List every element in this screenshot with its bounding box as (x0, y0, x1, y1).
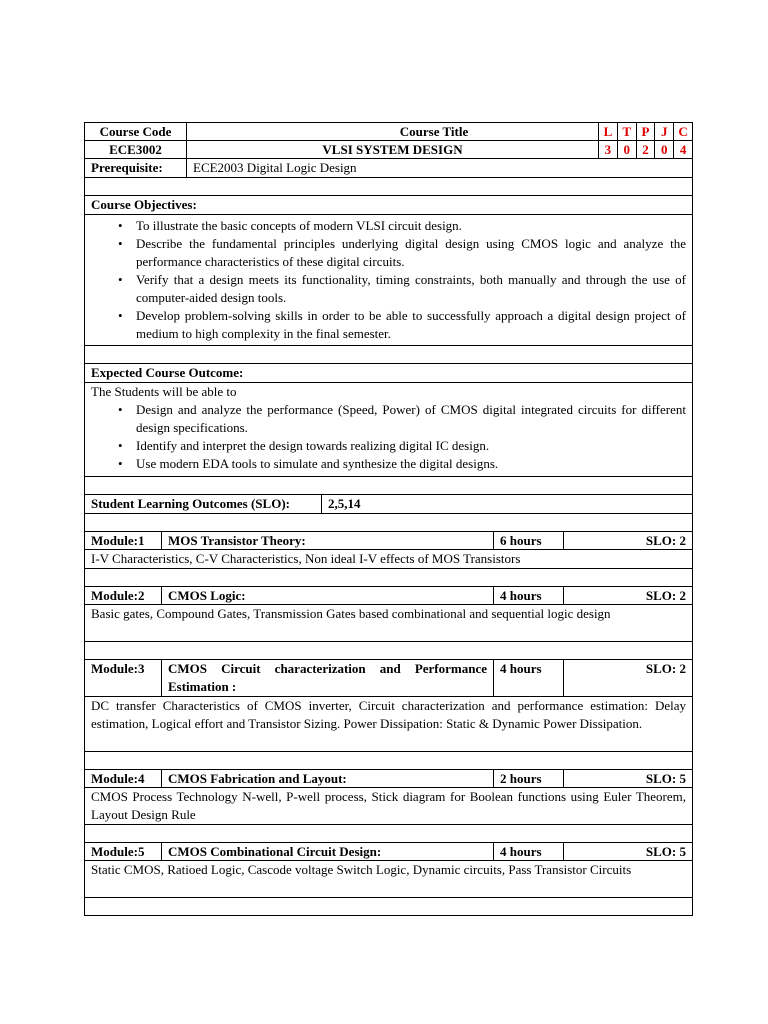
prerequisite-value: ECE2003 Digital Logic Design (186, 159, 692, 177)
module-4-header (84, 770, 693, 788)
module-slo: SLO: 2 (563, 532, 692, 549)
ltpjc-label-p: P (636, 123, 655, 140)
ltpjc-values (598, 141, 692, 158)
module-label: Module:1 (91, 533, 145, 548)
module-label: Module:5 (91, 844, 145, 859)
spacer-row (84, 642, 693, 660)
ltpjc-value-c: 4 (673, 141, 692, 158)
outcomes-list (85, 401, 692, 473)
spacer-row (84, 825, 693, 843)
module-3-header (84, 660, 693, 697)
outcomes-heading: Expected Course Outcome: (84, 364, 693, 383)
module-label: Module:3 (91, 661, 145, 676)
course-code: ECE3002 (109, 142, 162, 157)
module-title: MOS Transistor Theory: (161, 532, 493, 549)
ltpjc-value-l: 3 (604, 142, 612, 157)
module-slo: SLO: 2 (563, 587, 692, 604)
outcomes-intro: The Students will be able to (91, 384, 237, 399)
spacer-row (84, 178, 693, 196)
ltpjc-value-j: 0 (654, 141, 673, 158)
module-hours: 2 hours (493, 770, 563, 787)
course-title-label: Course Title (186, 123, 681, 140)
objectives-heading: Course Objectives: (84, 196, 693, 215)
list-item: • Describe the fundamental principles underlying digital design using CMOS logic and analyze the performance characteristics of these digital circuits. (85, 235, 692, 271)
spacer-row (84, 752, 693, 770)
ltpjc-label-c: C (673, 123, 692, 140)
objectives-list (85, 217, 692, 343)
module-5-content: Static CMOS, Ratioed Logic, Cascode voltage Switch Logic, Dynamic circuits, Pass Transistor Circuits (84, 861, 693, 898)
course-code-label: Course Code (99, 124, 172, 139)
module-title: CMOS Fabrication and Layout: (161, 770, 493, 787)
list-item: • Design and analyze the performance (Speed, Power) of CMOS digital integrated circuits for different design specifications. (85, 401, 692, 437)
module-hours: 6 hours (493, 532, 563, 549)
slo-row (84, 495, 693, 514)
header-label-row (84, 122, 693, 141)
header-value-row (84, 141, 693, 159)
module-label: Module:4 (91, 771, 145, 786)
module-3-content: DC transfer Characteristics of CMOS inverter, Circuit characterization and performance estimation: Delay estimation, Logical effort and Transistor Sizing. Power Dissipation: Static & Dynamic Power Dissipation. (84, 697, 693, 752)
ltpjc-label-j: J (654, 123, 673, 140)
module-slo: SLO: 2 (563, 660, 692, 696)
module-2-header (84, 587, 693, 605)
spacer-row (84, 477, 693, 495)
module-slo: SLO: 5 (563, 770, 692, 787)
module-hours: 4 hours (493, 843, 563, 860)
ltpjc-label-l: L (603, 124, 613, 139)
slo-value: 2,5,14 (321, 495, 692, 513)
module-title: CMOS Circuit characterization and Performance Estimation : (161, 660, 493, 696)
module-4-content: CMOS Process Technology N-well, P-well process, Stick diagram for Boolean functions using Euler Theorem, Layout Design Rule (84, 788, 693, 825)
ltpjc-value-p: 2 (636, 141, 655, 158)
module-label: Module:2 (91, 588, 145, 603)
objectives-list-cell (84, 215, 693, 346)
module-title: CMOS Logic: (161, 587, 493, 604)
ltpjc-value-t: 0 (617, 141, 636, 158)
spacer-row (84, 898, 693, 916)
module-2-content: Basic gates, Compound Gates, Transmission Gates based combinational and sequential logic design (84, 605, 693, 642)
prerequisite-row (84, 159, 693, 178)
list-item: • Use modern EDA tools to simulate and synthesize the digital designs. (85, 455, 692, 473)
list-item: • Verify that a design meets its functionality, timing constraints, both manually and through the use of computer-aided design tools. (85, 271, 692, 307)
module-5-header (84, 843, 693, 861)
module-slo: SLO: 5 (563, 843, 692, 860)
prerequisite-label: Prerequisite: (91, 160, 163, 175)
spacer-row (84, 514, 693, 532)
slo-label: Student Learning Outcomes (SLO): (91, 496, 290, 511)
outcomes-cell (84, 383, 693, 477)
course-title: VLSI SYSTEM DESIGN (186, 141, 598, 158)
list-item: • Develop problem-solving skills in order to be able to successfully approach a digital design project of medium to high complexity in the final semester. (85, 307, 692, 343)
list-item: • Identify and interpret the design towards realizing digital IC design. (85, 437, 692, 455)
module-hours: 4 hours (493, 660, 563, 696)
module-hours: 4 hours (493, 587, 563, 604)
module-title: CMOS Combinational Circuit Design: (161, 843, 493, 860)
ltpjc-labels (598, 123, 692, 140)
list-item: • To illustrate the basic concepts of modern VLSI circuit design. (85, 217, 692, 235)
spacer-row (84, 569, 693, 587)
spacer-row (84, 346, 693, 364)
module-1-content: I-V Characteristics, C-V Characteristics, Non ideal I-V effects of MOS Transistors (84, 550, 693, 569)
ltpjc-label-t: T (617, 123, 636, 140)
module-1-header (84, 532, 693, 550)
